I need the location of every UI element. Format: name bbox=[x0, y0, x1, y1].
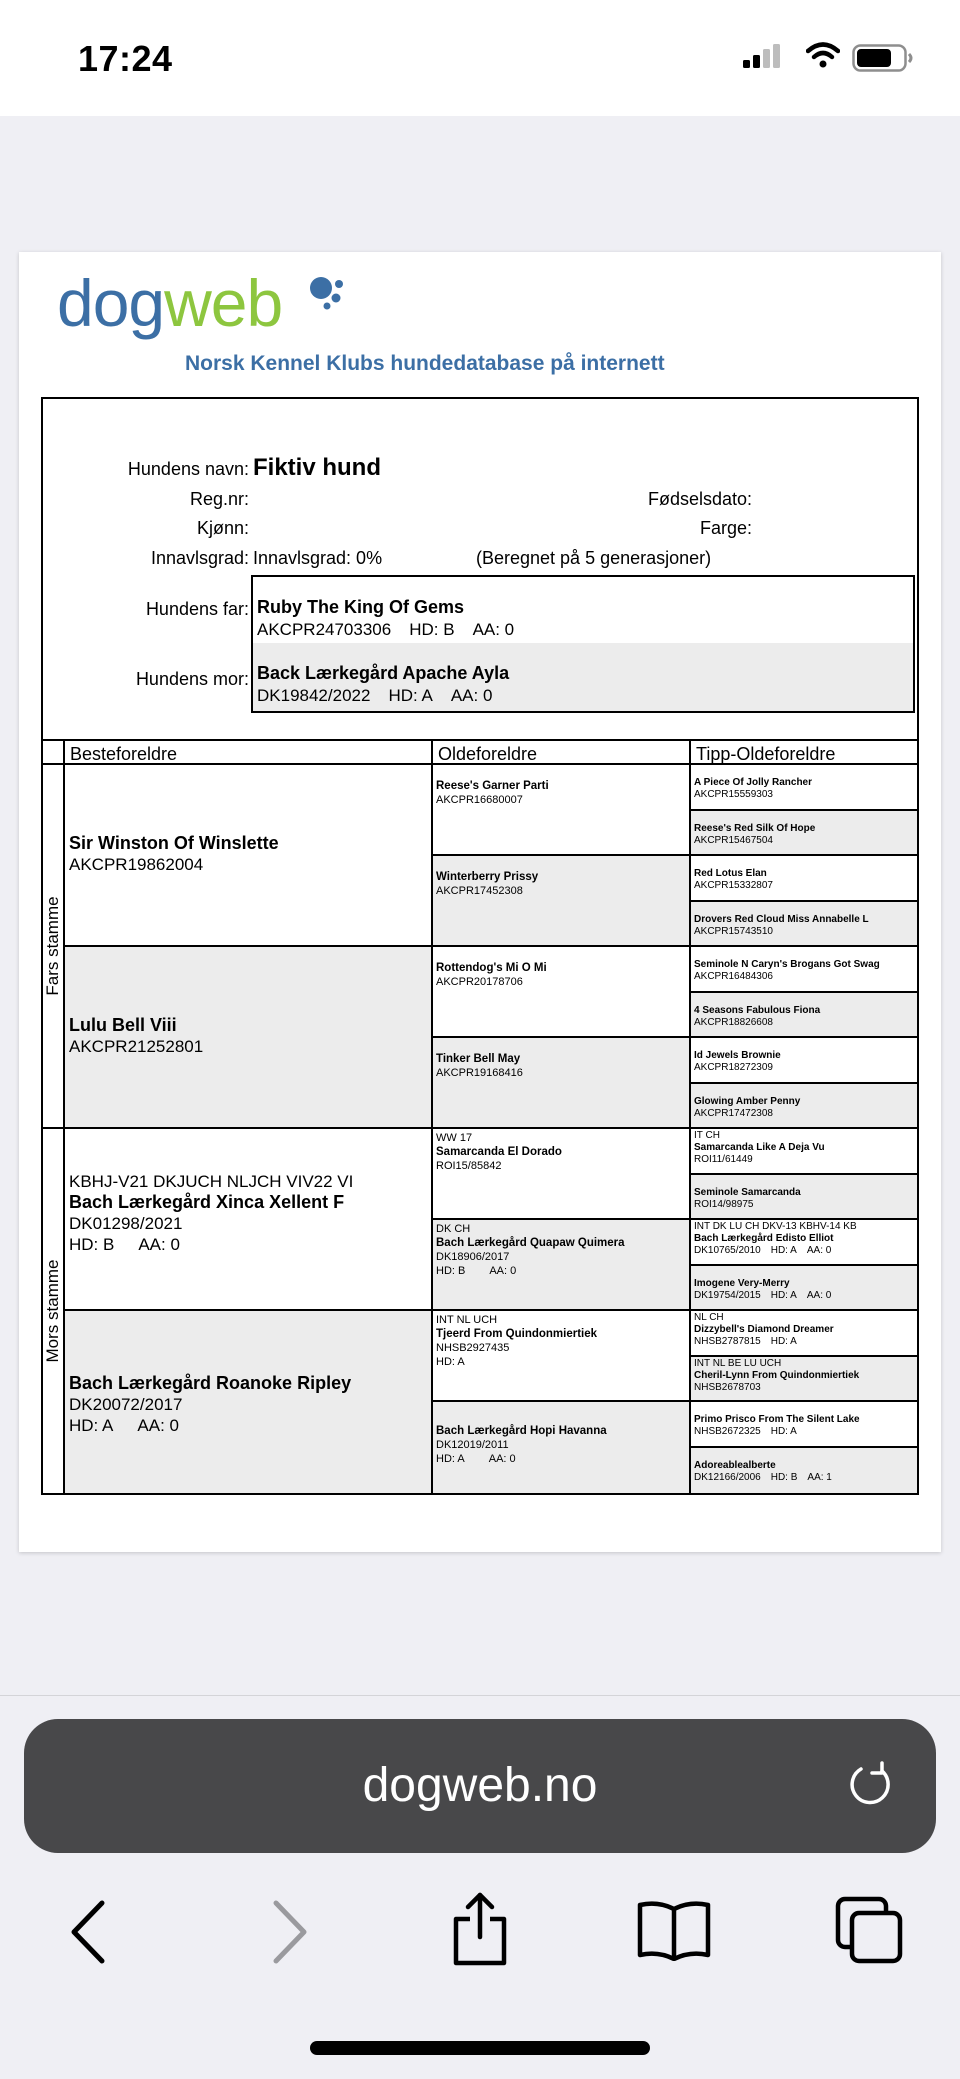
gggp-text bbox=[694, 823, 914, 847]
logo-dog-text: dog bbox=[57, 266, 165, 340]
dog-name[interactable]: Lulu Bell Viii bbox=[69, 1015, 177, 1035]
dog-name[interactable]: Imogene Very-Merry bbox=[694, 1277, 790, 1289]
gggp-cell[interactable] bbox=[691, 1357, 917, 1403]
mors-stamme: Mors stamme bbox=[43, 1129, 65, 1493]
title: DK CH bbox=[436, 1223, 471, 1235]
ggp-text bbox=[436, 961, 686, 989]
home-indicator bbox=[310, 2041, 650, 2055]
ggp-cell[interactable] bbox=[433, 1038, 691, 1129]
dog-name[interactable]: Reese's Garner Parti bbox=[436, 780, 549, 792]
gggp-cell[interactable] bbox=[691, 1175, 917, 1221]
mother-details: DK19842/2022 HD: A AA: 0 bbox=[257, 686, 493, 705]
header-oldeforeldre: Oldeforeldre bbox=[433, 739, 691, 765]
reg-nr: AKCPR15332807 bbox=[694, 880, 773, 891]
father-name[interactable]: Ruby The King Of Gems bbox=[257, 597, 465, 617]
gggp-text bbox=[694, 1312, 914, 1348]
aa: AA: 0 bbox=[138, 1235, 180, 1254]
gp-text bbox=[69, 1171, 427, 1255]
gggp-text bbox=[694, 914, 914, 938]
reg-nr: AKCPR15467504 bbox=[694, 834, 773, 846]
aa: AA: 0 bbox=[806, 1289, 832, 1301]
reg-nr: DK20072/2017 bbox=[69, 1395, 183, 1414]
ggp-text bbox=[436, 870, 686, 898]
pedigree-table bbox=[43, 739, 917, 1493]
dog-name[interactable]: Dizzybell's Diamond Dreamer bbox=[694, 1324, 834, 1335]
ggp-text bbox=[436, 779, 686, 807]
dog-name[interactable]: Bach Lærkegård Edisto Elliot bbox=[694, 1233, 834, 1244]
gggp-text bbox=[694, 1130, 914, 1166]
dog-name[interactable]: Samarcanda Like A Deja Vu bbox=[694, 1142, 825, 1153]
hd: HD: A bbox=[770, 1289, 797, 1301]
aa: AA: 0 bbox=[137, 1416, 179, 1435]
gggp-cell[interactable] bbox=[691, 1402, 917, 1448]
dog-name[interactable]: Adoreablealberte bbox=[694, 1459, 776, 1471]
hd: HD: A bbox=[436, 1453, 465, 1465]
fars-stamme: Fars stamme bbox=[43, 765, 65, 1129]
name-label: Hundens navn: bbox=[127, 459, 249, 479]
logo-web-text: web bbox=[164, 266, 283, 340]
cellular-signal-icon bbox=[743, 44, 783, 68]
ggp-text bbox=[436, 1131, 686, 1173]
gggp-cell[interactable] bbox=[691, 1266, 917, 1312]
aa: AA: 0 bbox=[488, 1453, 516, 1465]
ggp-text bbox=[436, 1313, 686, 1369]
status-time: 17:24 bbox=[78, 38, 173, 79]
dog-name[interactable]: Drovers Red Cloud Miss Annabelle L bbox=[694, 913, 869, 925]
dog-name[interactable]: Bach Lærkegård Quapaw Quimera bbox=[436, 1237, 625, 1249]
gggp-text bbox=[694, 1050, 914, 1074]
gggp-cell[interactable] bbox=[691, 993, 917, 1039]
dog-name[interactable]: Seminole N Caryn's Brogans Got Swag bbox=[694, 959, 880, 970]
dog-name[interactable]: Tinker Bell May bbox=[436, 1053, 521, 1065]
reg-nr: DK19754/2015 bbox=[694, 1289, 761, 1301]
share-icon[interactable] bbox=[448, 1891, 512, 1967]
sex-label: Kjønn: bbox=[196, 518, 249, 538]
hd: HD: A bbox=[69, 1416, 114, 1435]
gggp-cell[interactable] bbox=[691, 811, 917, 857]
gggp-cell[interactable] bbox=[691, 1129, 917, 1175]
reg-nr: NHSB2672325 bbox=[694, 1426, 761, 1437]
ggp-text bbox=[436, 1424, 686, 1466]
gggp-text bbox=[694, 1358, 914, 1394]
header-tipp-oldeforeldre: Tipp-Oldeforeldre bbox=[691, 739, 917, 765]
reg-nr: DK12166/2006 bbox=[694, 1471, 761, 1483]
reg-nr: DK10765/2010 bbox=[694, 1245, 761, 1256]
reg-nr: AKCPR19168416 bbox=[436, 1067, 523, 1079]
birth-label: Fødselsdato: bbox=[647, 489, 752, 509]
reg-nr: ROI15/85842 bbox=[436, 1160, 502, 1172]
dog-name[interactable]: Rottendog's Mi O Mi bbox=[436, 962, 547, 974]
dog-name[interactable]: Glowing Amber Penny bbox=[694, 1095, 801, 1107]
gggp-cell[interactable] bbox=[691, 1448, 917, 1494]
dog-name[interactable]: Red Lotus Elan bbox=[694, 868, 767, 879]
header-spacer bbox=[43, 739, 65, 765]
forward-icon[interactable] bbox=[266, 1897, 314, 1967]
dog-name[interactable]: Seminole Samarcanda bbox=[694, 1186, 801, 1198]
status-bar bbox=[0, 0, 960, 116]
title: WW 17 bbox=[436, 1132, 473, 1144]
hd: HD: A bbox=[770, 1336, 797, 1347]
gggp-text bbox=[694, 1187, 914, 1211]
aa: AA: 1 bbox=[807, 1471, 832, 1483]
gggp-text bbox=[694, 1278, 914, 1302]
gggp-text bbox=[694, 1414, 914, 1438]
mother-name[interactable]: Back Lærkegård Apache Ayla bbox=[257, 663, 510, 683]
hd: HD: A bbox=[770, 1426, 797, 1437]
ggp-cell[interactable] bbox=[433, 1311, 691, 1402]
color-label: Farge: bbox=[699, 518, 752, 538]
inbreeding-note: (Beregnet på 5 generasjoner) bbox=[476, 548, 712, 568]
gp-cell[interactable] bbox=[65, 765, 433, 947]
reg-nr: DK18906/2017 bbox=[436, 1251, 510, 1263]
dog-name[interactable]: Bach Lærkegård Roanoke Ripley bbox=[69, 1373, 352, 1393]
gp-text bbox=[69, 1015, 427, 1057]
dog-name[interactable]: Bach Lærkegård Xinca Xellent F bbox=[69, 1192, 345, 1212]
gp-cell[interactable] bbox=[65, 1311, 433, 1493]
gggp-text bbox=[694, 1460, 914, 1484]
dog-name[interactable]: Sir Winston Of Winslette bbox=[69, 833, 279, 853]
gggp-cell[interactable] bbox=[691, 1084, 917, 1130]
dog-name[interactable]: 4 Seasons Fabulous Fiona bbox=[694, 1004, 821, 1016]
mother-label: Hundens mor: bbox=[135, 669, 249, 689]
title: IT CH bbox=[694, 1130, 720, 1141]
reg-nr: AKCPR18272309 bbox=[694, 1062, 773, 1073]
reg-nr: AKCPR16484306 bbox=[694, 971, 773, 982]
ggp-cell[interactable] bbox=[433, 765, 691, 856]
reg-nr: DK01298/2021 bbox=[69, 1214, 183, 1233]
wifi-icon bbox=[806, 42, 840, 68]
tabs-icon[interactable] bbox=[834, 1895, 906, 1965]
reg-nr: AKCPR17472308 bbox=[694, 1107, 773, 1119]
gggp-cell[interactable] bbox=[691, 902, 917, 948]
mother-box[interactable] bbox=[251, 643, 915, 713]
gggp-cell[interactable] bbox=[691, 1311, 917, 1357]
gggp-cell[interactable] bbox=[691, 1220, 917, 1266]
reg-nr: AKCPR16680007 bbox=[436, 794, 523, 806]
dog-name[interactable]: A Piece Of Jolly Rancher bbox=[694, 777, 813, 788]
gp-cell[interactable] bbox=[65, 947, 433, 1129]
title: INT NL BE LU UCH bbox=[694, 1357, 782, 1369]
address-bar[interactable] bbox=[24, 1719, 936, 1853]
reg-nr: ROI11/61449 bbox=[694, 1154, 753, 1165]
logo-dots-icon bbox=[307, 274, 347, 314]
reg-label: Reg.nr: bbox=[189, 489, 249, 509]
battery-icon bbox=[852, 44, 914, 72]
dog-name[interactable]: Bach Lærkegård Hopi Havanna bbox=[436, 1425, 607, 1437]
dog-name[interactable]: Id Jewels Brownie bbox=[694, 1050, 781, 1061]
reg-nr: NHSB2927435 bbox=[436, 1342, 510, 1354]
ggp-text bbox=[436, 1052, 686, 1080]
title: NL CH bbox=[694, 1312, 724, 1323]
dog-name[interactable]: Samarcanda El Dorado bbox=[436, 1146, 562, 1158]
gggp-text bbox=[694, 1005, 914, 1029]
gp-text bbox=[69, 1373, 427, 1436]
gggp-text bbox=[694, 959, 914, 983]
aa: AA: 0 bbox=[489, 1265, 517, 1277]
gp-cell[interactable] bbox=[65, 1129, 433, 1311]
reg-nr: AKCPR15559303 bbox=[694, 789, 773, 800]
browser-divider bbox=[0, 1695, 960, 1696]
ggp-cell[interactable] bbox=[433, 856, 691, 947]
dog-name: Fiktiv hund bbox=[253, 454, 381, 481]
ggp-cell[interactable] bbox=[433, 947, 691, 1038]
ggp-cell[interactable] bbox=[433, 1129, 691, 1220]
reg-nr: AKCPR15743510 bbox=[694, 925, 773, 937]
dog-info bbox=[43, 399, 917, 739]
reg-nr: AKCPR19862004 bbox=[69, 855, 204, 874]
inbreeding-value: Innavlsgrad: 0% bbox=[253, 548, 383, 568]
header-besteforeldre: Besteforeldre bbox=[65, 739, 433, 765]
gggp-cell[interactable] bbox=[691, 765, 917, 811]
bookmarks-icon[interactable] bbox=[636, 1899, 712, 1961]
hd: HD: B bbox=[69, 1235, 115, 1254]
inbreeding-label: Innavlsgrad: bbox=[150, 548, 249, 568]
gggp-text bbox=[694, 868, 914, 892]
father-box[interactable] bbox=[251, 575, 915, 645]
title: KBHJ-V21 DKJUCH NLJCH VIV22 VI bbox=[69, 1172, 354, 1191]
dog-name[interactable]: Winterberry Prissy bbox=[436, 871, 539, 883]
reg-nr: AKCPR20178706 bbox=[436, 976, 523, 988]
ggp-cell[interactable] bbox=[433, 1402, 691, 1493]
reg-nr: DK12019/2011 bbox=[436, 1439, 509, 1451]
gggp-text bbox=[694, 1096, 914, 1120]
hd: HD: B bbox=[770, 1471, 798, 1483]
gggp-text bbox=[694, 777, 914, 801]
dog-name[interactable]: Primo Prisco From The Silent Lake bbox=[694, 1414, 860, 1425]
hd: HD: A bbox=[770, 1245, 797, 1256]
url-text[interactable]: dogweb.no bbox=[362, 1759, 598, 1812]
ggp-text bbox=[436, 1222, 686, 1278]
reg-nr: NHSB2787815 bbox=[694, 1336, 761, 1347]
reg-nr: ROI14/98975 bbox=[694, 1198, 754, 1210]
reg-nr: AKCPR18826608 bbox=[694, 1016, 773, 1028]
title: INT NL UCH bbox=[436, 1314, 498, 1326]
logo-tagline: Norsk Kennel Klubs hundedatabase på internett bbox=[185, 352, 665, 375]
reg-nr: AKCPR21252801 bbox=[69, 1037, 204, 1056]
ggp-cell[interactable] bbox=[433, 1220, 691, 1311]
gggp-text bbox=[694, 1221, 914, 1257]
gp-text bbox=[69, 833, 427, 875]
gggp-cell[interactable] bbox=[691, 856, 917, 902]
back-icon[interactable] bbox=[64, 1897, 112, 1967]
pedigree-frame bbox=[41, 397, 919, 1495]
reload-icon[interactable] bbox=[842, 1759, 896, 1813]
father-details: AKCPR24703306 HD: B AA: 0 bbox=[257, 620, 515, 639]
pedigree-document bbox=[19, 252, 941, 1552]
dog-name[interactable]: Cheril-Lynn From Quindonmiertiek bbox=[694, 1369, 860, 1381]
dog-name[interactable]: Tjeerd From Quindonmiertiek bbox=[436, 1328, 598, 1340]
hd: HD: A bbox=[436, 1356, 465, 1368]
aa: AA: 0 bbox=[806, 1245, 832, 1256]
dog-name[interactable]: Reese's Red Silk Of Hope bbox=[694, 822, 816, 834]
father-label: Hundens far: bbox=[145, 599, 249, 619]
reg-nr: NHSB2678703 bbox=[694, 1381, 761, 1393]
gggp-cell[interactable] bbox=[691, 947, 917, 993]
title: INT DK LU CH DKV-13 KBHV-14 KB bbox=[694, 1221, 857, 1232]
gggp-cell[interactable] bbox=[691, 1038, 917, 1084]
reg-nr: AKCPR17452308 bbox=[436, 885, 523, 897]
hd: HD: B bbox=[436, 1265, 466, 1277]
